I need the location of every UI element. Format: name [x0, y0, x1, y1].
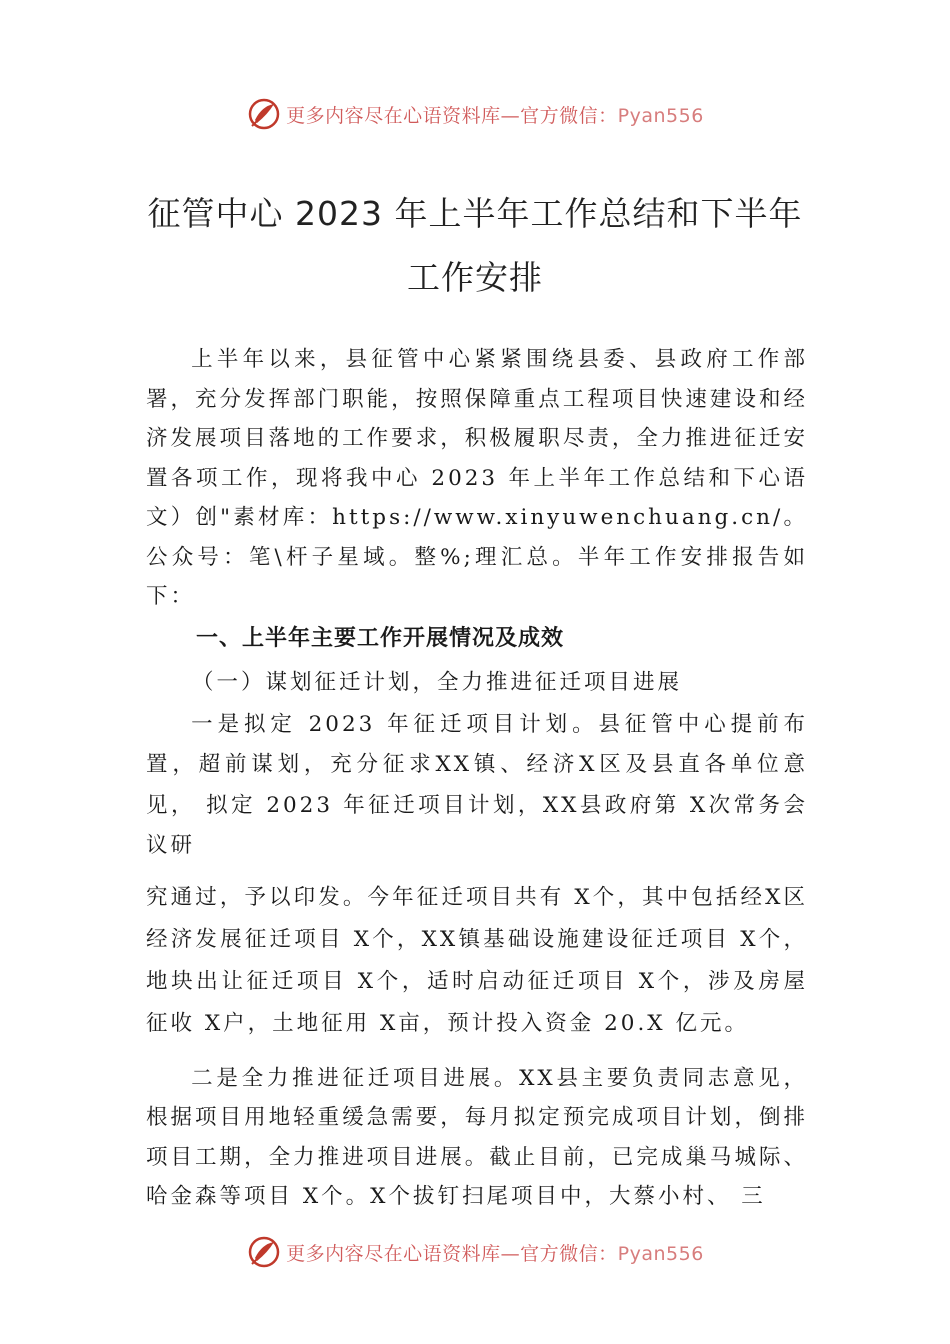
- wechat-id: Pyan556: [617, 104, 704, 127]
- header-watermark-banner: [0, 94, 950, 134]
- paragraph-project-plan: 一是拟定 2023 年征迁项目计划。县征管中心提前布置，超前谋划，充分征求XX镇、经济X区及县直各单位意见， 拟定 2023 年征迁项目计划，XX县政府第 X次常务会议研: [146, 711, 808, 858]
- banner-text: 更多内容尽在心语资料库—官方微信：Pyan556: [286, 1242, 704, 1265]
- subsection-heading-1: （一）谋划征迁计划，全力推进征迁项目进展: [192, 669, 683, 695]
- pen-logo-icon: [246, 96, 282, 132]
- banner-text: 更多内容尽在心语资料库—官方微信：Pyan556: [286, 104, 704, 127]
- document-title-line-2: 工作安排: [407, 258, 543, 297]
- section-heading-1: 一、上半年主要工作开展情况及成效: [196, 625, 565, 651]
- intro-paragraph: 上半年以来，县征管中心紧紧围绕县委、县政府工作部署，充分发挥部门职能，按照保障重点工程项目快速建设和经济发展项目落地的工作要求，积极履职尽责，全力推进征迁安置各项工作，现将我中心 2023 年上半年工作总结和下心语文）创"素材库：https://www.xinyuwenchuang.cn/。公众号：笔\杆子星域。整%;理汇总。半年工作安排报告如下：: [146, 347, 808, 609]
- wechat-id: Pyan556: [617, 1242, 704, 1265]
- paragraph-project-details: 究通过，予以印发。今年征迁项目共有 X个，其中包括经X区经济发展征迁项目 X个，XX镇基础设施建设征迁项目 X个，地块出让征迁项目 X个，适时启动征迁项目 X个，涉及房屋征收 X户，土地征用 X亩，预计投入资金 20.X 亿元。: [146, 884, 808, 1036]
- pen-logo-icon: [246, 1234, 282, 1270]
- document-body: [146, 340, 808, 1217]
- paragraph-project-progress: 二是全力推进征迁项目进展。XX县主要负责同志意见，根据项目用地轻重缓急需要，每月拟定预完成项目计划，倒排项目工期，全力推进项目进展。截止目前，已完成巢马城际、哈金森等项目 X个。X个拔钉扫尾项目中，大蔡小村、 三: [146, 1065, 808, 1209]
- footer-watermark-banner: [0, 1232, 950, 1272]
- document-title-line-1: 征管中心 2023 年上半年工作总结和下半年: [147, 194, 803, 233]
